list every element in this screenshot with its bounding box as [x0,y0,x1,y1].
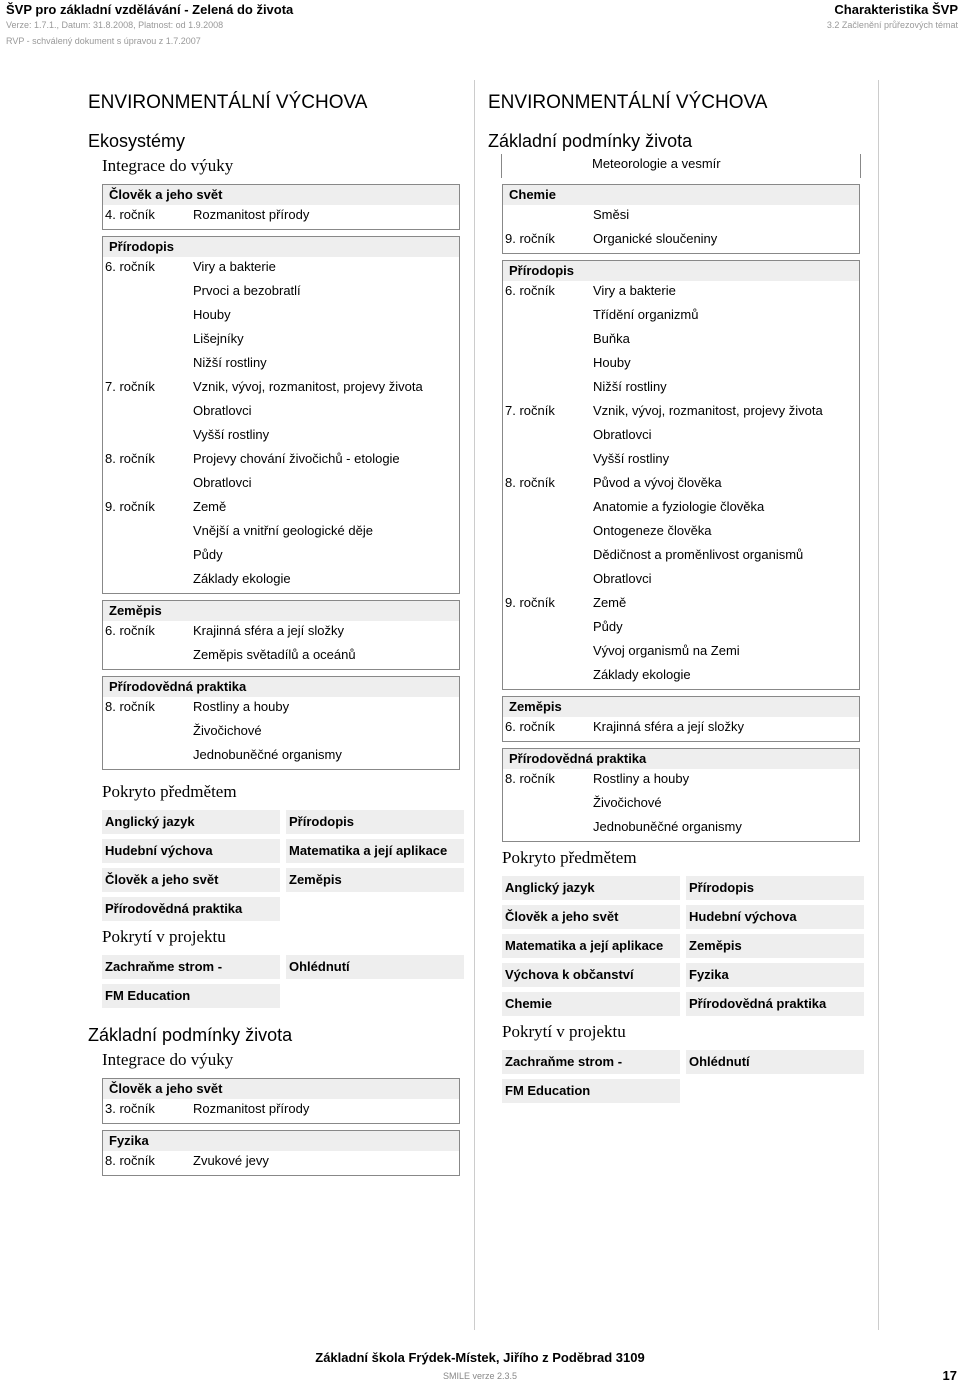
empty-cell [286,984,464,1008]
left-integrace2-heading: Integrace do výuky [102,1050,234,1069]
topic-cell: Obratlovci [193,475,252,490]
grade-cell: 6. ročník [105,623,155,638]
left-projects-grid [102,955,464,1008]
covered-subject: Přírodovědná praktika [102,897,280,921]
table-row [503,425,859,449]
grade-cell: 4. ročník [105,207,155,222]
covered-subject: Ohlédnutí [286,955,464,979]
header-right-title: Charakteristika ŠVP [834,2,958,17]
table-row [103,1099,459,1123]
topic-cell: Obratlovci [193,403,252,418]
footer-school: Základní škola Frýdek-Místek, Jiřího z Poděbrad 3109 [315,1350,645,1365]
covered-subject: Zeměpis [686,934,864,958]
subject-section [102,676,460,770]
topic-cell: Půdy [593,619,623,634]
grade-cell: 6. ročník [505,283,555,298]
subject-header: Přírodopis [103,236,459,257]
table-row [503,521,859,545]
covered-subject: Hudební výchova [102,839,280,863]
right-pre-rows [502,154,860,178]
table-row [503,205,859,229]
topic-cell: Jednobuněčné organismy [193,747,342,762]
table-row [103,521,459,545]
right-sections [488,184,864,842]
table-row [103,449,459,473]
empty-cell [686,1079,864,1103]
grade-cell: 7. ročník [105,379,155,394]
table-row [503,717,859,741]
table-row [103,205,459,229]
subject-header: Přírodopis [503,260,859,281]
covered-subject: Člověk a jeho svět [502,905,680,929]
topic-cell: Prvoci a bezobratlí [193,283,301,298]
table-row [103,305,459,329]
table-row [503,497,859,521]
table-row [503,817,859,841]
subject-section [102,236,460,594]
topic-cell: Anatomie a fyziologie člověka [593,499,765,514]
grade-cell: 6. ročník [505,719,555,734]
right-column [488,80,864,1103]
table-row [103,1151,459,1175]
topic-cell: Půdy [193,547,223,562]
table-row [103,645,459,669]
table-row [503,281,859,305]
covered-subject: Přírodopis [286,810,464,834]
column-divider-left [474,80,475,1330]
topic-cell: Obratlovci [593,571,652,586]
grade-cell: 9. ročník [505,595,555,610]
left-topic-zakladni: Základní podmínky života [88,1025,293,1045]
table-row [103,569,459,593]
topic-cell: Základy ekologie [593,667,691,682]
topic-cell: Meteorologie a vesmír [592,156,721,171]
page-number: 17 [942,1368,957,1383]
topic-cell: Vyšší rostliny [593,451,670,466]
covered-subject: FM Education [102,984,280,1008]
table-row [103,721,459,745]
topic-cell: Země [193,499,227,514]
table-row [103,401,459,425]
grade-cell: 9. ročník [105,499,155,514]
table-row [103,353,459,377]
subject-header: Přírodovědná praktika [503,748,859,769]
topic-cell: Zeměpis světadílů a oceánů [193,647,356,662]
table-row [103,329,459,353]
left-covered-grid [102,810,464,921]
right-projects-grid [502,1050,864,1103]
column-divider-right [878,80,879,1330]
topic-cell: Živočichové [593,795,662,810]
topic-cell: Rozmanitost přírody [193,1101,310,1116]
grade-cell: 8. ročník [105,699,155,714]
left-integrace-sections [88,184,464,770]
table-row [503,305,859,329]
left-column [88,80,464,1176]
table-row [503,593,859,617]
grade-cell: 8. ročník [505,475,555,490]
topic-cell: Zvukové jevy [193,1153,269,1168]
topic-cell: Vnější a vnitřní geologické děje [193,523,373,538]
left-integrace-heading: Integrace do výuky [102,156,234,175]
topic-cell: Rostliny a houby [593,771,690,786]
covered-subject: Zachraňme strom - [502,1050,680,1074]
covered-subject: Člověk a jeho svět [102,868,280,892]
topic-cell: Rostliny a houby [193,699,290,714]
table-row [503,449,859,473]
table-row [503,329,859,353]
topic-cell: Směsi [593,207,630,222]
subject-header: Zeměpis [503,696,859,717]
subject-section [102,600,460,670]
table-row [103,281,459,305]
table-row [503,377,859,401]
left-projekt-heading: Pokrytí v projektu [102,927,226,946]
topic-cell: Viry a bakterie [593,283,676,298]
topic-cell: Země [593,595,627,610]
topic-cell: Buňka [593,331,630,346]
table-row [503,353,859,377]
covered-subject: Přírodopis [686,876,864,900]
topic-cell: Vývoj organismů na Zemi [593,643,740,658]
topic-cell: Organické sloučeniny [593,231,718,246]
subject-header: Chemie [503,184,859,205]
topic-cell: Obratlovci [593,427,652,442]
covered-subject: Fyzika [686,963,864,987]
topic-cell: Vznik, vývoj, rozmanitost, projevy života [193,379,423,394]
topic-cell: Projevy chování živočichů - etologie [193,451,400,466]
covered-subject: Matematika a její aplikace [286,839,464,863]
subject-header: Přírodovědná praktika [103,676,459,697]
topic-cell: Vznik, vývoj, rozmanitost, projevy života [593,403,823,418]
topic-cell: Živočichové [193,723,262,738]
covered-subject: Anglický jazyk [502,876,680,900]
topic-cell: Nižší rostliny [593,379,667,394]
right-pokryto-heading: Pokryto předmětem [502,848,637,867]
grade-cell: 7. ročník [505,403,555,418]
grade-cell: 8. ročník [105,1153,155,1168]
grade-cell: 8. ročník [105,451,155,466]
header-title: ŠVP pro základní vzdělávání - Zelená do života [6,2,294,17]
right-heading: ENVIRONMENTÁLNÍ VÝCHOVA [488,92,768,113]
subject-section [102,184,460,230]
subject-header: Člověk a jeho svět [103,1078,459,1099]
topic-cell: Lišejníky [193,331,244,346]
table-row [503,569,859,593]
left-topic-ekosystemy: Ekosystémy [88,131,186,151]
table-row [503,665,859,689]
table-row [103,697,459,721]
topic-cell: Houby [593,355,631,370]
grade-cell: 6. ročník [105,259,155,274]
covered-subject: Ohlédnutí [686,1050,864,1074]
subject-section [502,184,860,254]
table-row [103,621,459,645]
covered-subject: Hudební výchova [686,905,864,929]
header-right-section: 3.2 Začlenění průřezových témat [826,20,958,30]
table-row [503,545,859,569]
covered-subject: Anglický jazyk [102,810,280,834]
covered-subject: Chemie [502,992,680,1016]
grade-cell: 3. ročník [105,1101,155,1116]
table-row [103,473,459,497]
grade-cell: 9. ročník [505,231,555,246]
table-row [503,473,859,497]
table-row [503,641,859,665]
table-row [503,617,859,641]
topic-cell: Vyšší rostliny [193,427,270,442]
header-rvp: RVP - schválený dokument s úpravou z 1.7.2007 [6,36,201,46]
grade-cell: 8. ročník [505,771,555,786]
subject-section [102,1130,460,1176]
topic-cell: Krajinná sféra a její složky [193,623,345,638]
left-integrace2-sections [88,1078,464,1176]
topic-cell: Krajinná sféra a její složky [593,719,745,734]
subject-section [102,1078,460,1124]
covered-subject: Matematika a její aplikace [502,934,680,958]
subject-header: Zeměpis [103,600,459,621]
header-version: Verze: 1.7.1., Datum: 31.8.2008, Platnost: od 1.9.2008 [6,20,224,30]
subject-section [502,748,860,842]
empty-cell [286,897,464,921]
table-row [501,154,861,178]
topic-cell: Rozmanitost přírody [193,207,310,222]
table-row [103,745,459,769]
topic-cell: Původ a vývoj člověka [593,475,722,490]
topic-cell: Viry a bakterie [193,259,276,274]
subject-header: Fyzika [103,1130,459,1151]
table-row [103,497,459,521]
covered-subject: Zachraňme strom - [102,955,280,979]
topic-cell: Základy ekologie [193,571,291,586]
topic-cell: Dědičnost a proměnlivost organismů [593,547,804,562]
table-row [503,769,859,793]
topic-cell: Třídění organizmů [593,307,699,322]
table-row [103,545,459,569]
table-row [503,229,859,253]
covered-subject: Přírodovědná praktika [686,992,864,1016]
right-projekt-heading: Pokrytí v projektu [502,1022,626,1041]
topic-cell: Nižší rostliny [193,355,267,370]
left-pokryto-heading: Pokryto předmětem [102,782,237,801]
table-row [103,257,459,281]
subject-section [502,260,860,690]
table-row [103,425,459,449]
subject-header: Člověk a jeho svět [103,184,459,205]
topic-cell: Ontogeneze člověka [593,523,712,538]
covered-subject: Výchova k občanství [502,963,680,987]
right-covered-grid [502,876,864,1016]
topic-cell: Houby [193,307,231,322]
covered-subject: Zeměpis [286,868,464,892]
table-row [503,401,859,425]
subject-section [502,696,860,742]
topic-cell: Jednobuněčné organismy [593,819,742,834]
table-row [103,377,459,401]
right-topic: Základní podmínky života [488,131,693,151]
left-heading: ENVIRONMENTÁLNÍ VÝCHOVA [88,92,368,113]
footer-version: SMILE verze 2.3.5 [442,1371,518,1381]
table-row [503,793,859,817]
covered-subject: FM Education [502,1079,680,1103]
